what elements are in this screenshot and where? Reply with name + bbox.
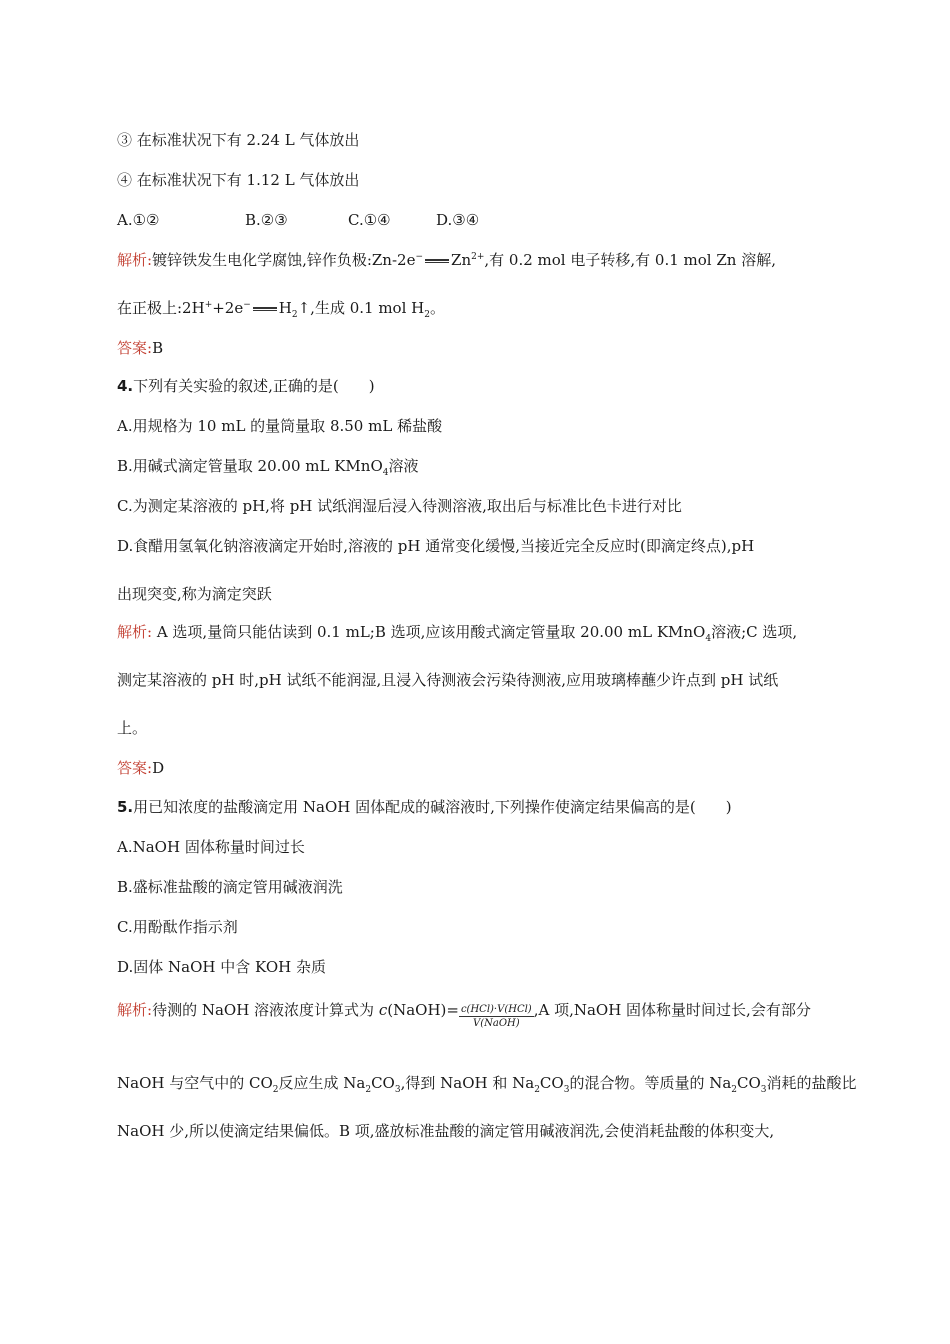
answer-label: 答案: (117, 759, 153, 777)
q3-analysis-line-2: 在正极上:2H++2e− $H_2↑$,生成 0.1 mol $H_2$。 (117, 299, 445, 320)
q5-stem: 5.用已知浓度的盐酸滴定用 NaOH 固体配成的碱溶液时,下列操作使滴定结果偏高的是( ) (117, 798, 732, 816)
q4-stem: 4.下列有关实验的叙述,正确的是( ) (117, 377, 375, 395)
analysis-label: 解析: (117, 251, 153, 269)
q5-option-c: C.用酚酞作指示剂 (117, 918, 238, 936)
q5-option-b: B.盛标准盐酸的滴定管用碱液润洗 (117, 878, 343, 896)
q4-analysis-line-3: 上。 (117, 719, 148, 737)
q5-analysis-line-3: NaOH 少,所以使滴定结果偏低。B 项,盛放标准盐酸的滴定管用碱液润洗,会使消耗盐酸的体积变大, (117, 1122, 775, 1140)
equals-sign (253, 307, 277, 311)
concentration-formula (459, 1004, 534, 1030)
q4-analysis-line-2: 测定某溶液的 pH 时,pH 试纸不能润湿,且浸入待测液会污染待测液,应用玻璃棒蘸少许点到 pH 试纸 (117, 671, 779, 689)
q5-analysis-line-2: NaOH 与空气中的 $CO_2$反应生成 $Na_2CO_3$,得到 NaOH 和 $Na_2CO_3$的混合物。等质量的 $Na_2CO_3$消耗的盐酸比 (117, 1074, 857, 1095)
q3-options (117, 210, 479, 230)
q5-analysis-line-1: 解析:待测的 NaOH 溶液浓度计算式为 c(NaOH)= $\frac{\text{c(HCl)·V(HCl)}}{\text{V(NaOH)}}$ ,A 项,NaOH 固体称量时间过长,会有部分 (117, 1001, 811, 1029)
question-number: 5. (117, 798, 134, 816)
q3-option-c: C.①④ (348, 211, 391, 229)
q3-option-b: B.②③ (245, 211, 288, 229)
q3-option-a: A.①② (117, 211, 160, 229)
q3-analysis-line-1: 解析:镀锌铁发生电化学腐蚀,锌作负极:Zn-2e− $Zn^{2+}$,有 0.2 mol 电子转移,有 0.1 mol Zn 溶解, (117, 251, 776, 269)
analysis-label: 解析: (117, 623, 153, 641)
q4-option-c: C.为测定某溶液的 pH,将 pH 试纸润湿后浸入待测溶液,取出后与标准比色卡进行对比 (117, 497, 682, 515)
q3-item-3: ③ 在标准状况下有 2.24 L 气体放出 (117, 131, 360, 149)
answer-label: 答案: (117, 339, 153, 357)
q4-analysis-line-1: 解析: A 选项,量筒只能估读到 0.1 mL;B 选项,应该用酸式滴定管量取 20.00 mL KMnO$_4$溶液;C 选项, (117, 623, 798, 644)
q3-answer: 答案:B (117, 339, 164, 357)
formula-denominator: V(NaOH) (459, 1016, 534, 1030)
q4-option-b: B.用碱式滴定管量取 20.00 mL KMnO$_4$溶液 (117, 457, 419, 478)
question-number: 4. (117, 377, 134, 395)
q4-option-d-line-1: D.食醋用氢氧化钠溶液滴定开始时,溶液的 pH 通常变化缓慢,当接近完全反应时(即滴定终点),pH (117, 537, 755, 555)
q4-option-d-line-2: 出现突变,称为滴定突跃 (117, 585, 272, 603)
q4-option-a: A.用规格为 10 mL 的量筒量取 8.50 mL 稀盐酸 (117, 417, 443, 435)
q4-answer: 答案:D (117, 759, 165, 777)
q5-option-a: A.NaOH 固体称量时间过长 (117, 838, 305, 856)
formula-numerator: c(HCl)·V(HCl) (460, 1004, 532, 1015)
q3-option-d: D.③④ (436, 211, 480, 229)
q5-option-d: D.固体 NaOH 中含 KOH 杂质 (117, 958, 326, 976)
equals-sign (425, 259, 449, 263)
q3-item-4: ④ 在标准状况下有 1.12 L 气体放出 (117, 171, 360, 189)
analysis-label: 解析: (117, 1001, 153, 1019)
